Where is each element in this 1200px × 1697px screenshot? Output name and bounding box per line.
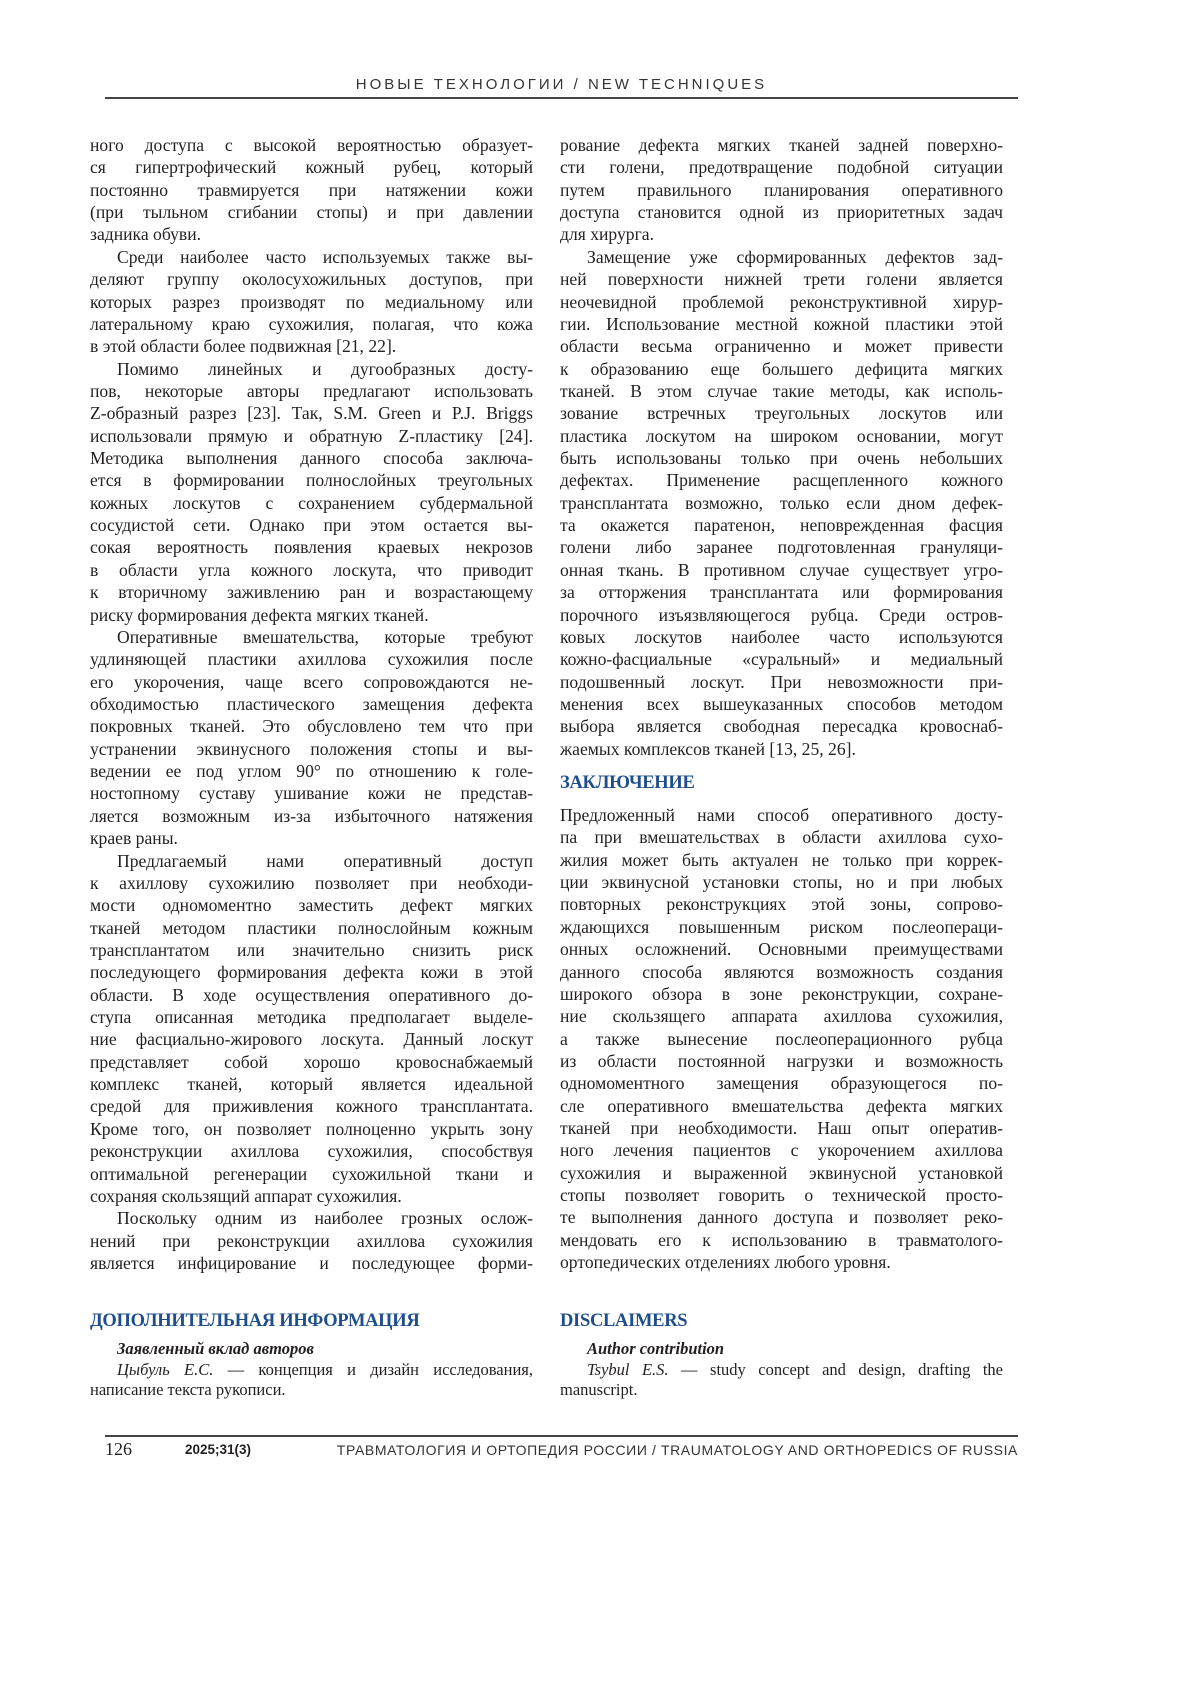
author-name-en: Tsybul E.S.	[587, 1360, 669, 1379]
text-line: жаемых комплексов тканей [13, 25, 26].	[560, 738, 1003, 760]
text-line: дефектах. Применение расщепленного кожного	[560, 469, 1003, 491]
text-line: пластика лоскутом на широком основании, могут	[560, 425, 1003, 447]
text-line: кожных лоскутов с сохранением субдермальной	[90, 492, 533, 514]
text-line: латеральному краю сухожилия, полагая, что кожа	[90, 313, 533, 335]
footer-rule	[105, 1435, 1018, 1437]
text-line: сле оперативного вмешательства дефекта мягких	[560, 1095, 1003, 1117]
text-line: реконструкции ахиллова сухожилия, способствуя	[90, 1140, 533, 1162]
text-line: удлиняющей пластики ахиллова сухожилия после	[90, 648, 533, 670]
text-line: тканей при необходимости. Наш опыт оператив-	[560, 1117, 1003, 1139]
paragraph	[90, 358, 533, 626]
text-line: сухожилия и выраженной эквинусной установкой	[560, 1162, 1003, 1184]
running-header: НОВЫЕ ТЕХНОЛОГИИ / NEW TECHNIQUES	[105, 76, 1018, 93]
text-line: риску формирования дефекта мягких тканей.	[90, 604, 533, 626]
text-line: области весьма ограниченно и может привести	[560, 335, 1003, 357]
text-line: Z-образный разрез [23]. Так, S.M. Green и P.J. Briggs	[90, 402, 533, 424]
text-line: (при тыльном сгибании стопы) и при давлении	[90, 201, 533, 223]
text-line: Методика выполнения данного способа заключа-	[90, 447, 533, 469]
text-line: покровных тканей. Это обусловлено тем что при	[90, 715, 533, 737]
text-line: обходимостью пластического замещения дефекта	[90, 693, 533, 715]
text-line: выбора является свободная пересадка кровоснаб-	[560, 715, 1003, 737]
text-line: па при вмешательствах в области ахиллова сухо-	[560, 826, 1003, 848]
text-line: за отторжения трансплантата или формирования	[560, 581, 1003, 603]
text-line: ждающихся повышенным риском послеопераци-	[560, 916, 1003, 938]
text-line: пов, некоторые авторы предлагают использовать	[90, 380, 533, 402]
paragraph	[560, 246, 1003, 760]
text-line: одномоментного замещения образующегося по-	[560, 1072, 1003, 1094]
text-line: ного лечения пациентов с укорочением ахиллова	[560, 1139, 1003, 1161]
text-line: сокая вероятность появления краевых некрозов	[90, 536, 533, 558]
text-line: рование дефекта мягких тканей задней поверхно-	[560, 134, 1003, 156]
issue-number: 2025;31(3)	[185, 1442, 251, 1457]
paragraph	[90, 626, 533, 850]
text-line: устранении эквинусного положения стопы и вы-	[90, 738, 533, 760]
text-line: в области угла кожного лоскута, что приводит	[90, 559, 533, 581]
text-line: которых разрез производят по медиальному или	[90, 291, 533, 313]
text-line: из области постоянной нагрузки и возможность	[560, 1050, 1003, 1072]
text-line: ется в формировании полнослойных треугольных	[90, 469, 533, 491]
text-line: трансплантата возможно, только если дном дефек-	[560, 492, 1003, 514]
contribution-subheading-en: Author contribution	[560, 1339, 1003, 1360]
text-line: сосудистой сети. Однако при этом остается вы-	[90, 514, 533, 536]
text-line: повторных реконструкциях этой зоны, сопрово-	[560, 893, 1003, 915]
text-line: средой для приживления кожного трансплантата.	[90, 1095, 533, 1117]
right-column	[560, 134, 1003, 760]
text-line: к ахиллову сухожилию позволяет при необходи-	[90, 872, 533, 894]
text-line: постоянно травмируется при натяжении кожи	[90, 179, 533, 201]
contribution-line	[90, 1360, 533, 1381]
text-line: путем правильного планирования оперативного	[560, 179, 1003, 201]
text-line: Кроме того, он позволяет полноценно укрыть зону	[90, 1118, 533, 1140]
text-line: нений при реконструкции ахиллова сухожилия	[90, 1230, 533, 1252]
text-line: представляет собой хорошо кровоснабжаемый	[90, 1051, 533, 1073]
text-line: подошвенный лоскут. При невозможности при-	[560, 671, 1003, 693]
text-line: ковых лоскутов наиболее часто используются	[560, 626, 1003, 648]
text-line: кожно-фасциальные «суральный» и медиальный	[560, 648, 1003, 670]
text-line: мендовать его к использованию в травматолого-	[560, 1229, 1003, 1251]
text-line: ортопедических отделениях любого уровня.	[560, 1251, 1003, 1273]
text-line: данного способа являются возможность создания	[560, 961, 1003, 983]
text-line: ведении ее под углом 90° по отношению к голе-	[90, 760, 533, 782]
contribution-line-2: написание текста рукописи.	[90, 1380, 533, 1401]
text-line: Предлагаемый нами оперативный доступ	[90, 850, 533, 872]
text-line: последующего формирования дефекта кожи в этой	[90, 961, 533, 983]
text-line: является инфицирование и последующее форми-	[90, 1252, 533, 1274]
paragraph	[560, 804, 1003, 1274]
text-line: ся гипертрофический кожный рубец, который	[90, 156, 533, 178]
text-line: менения всех вышеуказанных способов методом	[560, 693, 1003, 715]
text-line: онная ткань. В противном случае существует угро-	[560, 559, 1003, 581]
text-line: ней поверхности нижней трети голени является	[560, 268, 1003, 290]
text-line: жилия может быть актуален не только при коррек-	[560, 849, 1003, 871]
text-line: стопы позволяет говорить о технической просто-	[560, 1184, 1003, 1206]
text-line: быть использованы только при очень небольших	[560, 447, 1003, 469]
text-line: к вторичному заживлению ран и возрастающему	[90, 581, 533, 603]
text-line: оптимальной регенерации сухожильной ткани и	[90, 1163, 533, 1185]
text-line: задника обуви.	[90, 223, 533, 245]
paragraph	[90, 850, 533, 1208]
text-line: тканей. В этом случае такие методы, как исполь-	[560, 380, 1003, 402]
journal-title: ТРАВМАТОЛОГИЯ И ОРТОПЕДИЯ РОССИИ / TRAUMATOLOGY AND ORTHOPEDICS OF RUSSIA	[337, 1442, 1018, 1458]
contribution-text-en: — study concept and design, drafting the	[669, 1360, 1003, 1379]
header-rule	[105, 97, 1018, 99]
text-line: та окажется паратенон, неповрежденная фасция	[560, 514, 1003, 536]
text-line: а также вынесение послеоперационного рубца	[560, 1028, 1003, 1050]
text-line: ции эквинусной установки стопы, но и при любых	[560, 871, 1003, 893]
text-line: Оперативные вмешательства, которые требуют	[90, 626, 533, 648]
text-line: краев раны.	[90, 827, 533, 849]
text-line: для хирурга.	[560, 223, 1003, 245]
paragraph	[90, 246, 533, 358]
disclaimers-heading: DISCLAIMERS	[560, 1311, 687, 1332]
conclusion-heading: ЗАКЛЮЧЕНИЕ	[560, 773, 695, 794]
text-line: сохраняя скользящий аппарат сухожилия.	[90, 1185, 533, 1207]
text-line: Среди наиболее часто используемых также вы-	[90, 246, 533, 268]
paragraph	[90, 134, 533, 246]
text-line: ного доступа с высокой вероятностью образует-	[90, 134, 533, 156]
text-line: ляется возможным из-за избыточного натяжения	[90, 805, 533, 827]
contribution-line-en	[560, 1360, 1003, 1381]
text-line: ступа описанная методика предполагает выделе-	[90, 1006, 533, 1028]
text-line: Помимо линейных и дугообразных досту-	[90, 358, 533, 380]
text-line: комплекс тканей, который является идеальной	[90, 1073, 533, 1095]
author-contribution-ru	[90, 1339, 533, 1401]
page-number: 126	[105, 1439, 132, 1460]
text-line: голени либо заранее подготовленная грануляци-	[560, 536, 1003, 558]
contribution-text: — концепция и дизайн исследования,	[213, 1360, 533, 1379]
text-line: ностопному суставу ушивание кожи не представ-	[90, 782, 533, 804]
text-line: его укорочения, чаще всего сопровождаются не-	[90, 671, 533, 693]
text-line: использовали прямую и обратную Z-пластику [24].	[90, 425, 533, 447]
text-line: ние скользящего аппарата ахиллова сухожилия,	[560, 1005, 1003, 1027]
text-line: зование встречных треугольных лоскутов или	[560, 402, 1003, 424]
text-line: порочного изъязвляющегося рубца. Среди остров-	[560, 604, 1003, 626]
text-line: в этой области более подвижная [21, 22].	[90, 335, 533, 357]
left-column	[90, 134, 533, 1274]
paragraph	[560, 134, 1003, 246]
text-line: области. В ходе осуществления оперативного до-	[90, 984, 533, 1006]
text-line: широкого обзора в зоне реконструкции, сохране-	[560, 983, 1003, 1005]
author-name: Цыбуль Е.С.	[117, 1360, 213, 1379]
text-line: гии. Использование местной кожной пластики этой	[560, 313, 1003, 335]
text-line: те выполнения данного доступа и позволяет реко-	[560, 1206, 1003, 1228]
text-line: тканей методом пластики полнослойным кожным	[90, 917, 533, 939]
additional-info-heading: ДОПОЛНИТЕЛЬНАЯ ИНФОРМАЦИЯ	[90, 1311, 419, 1332]
author-contribution-en	[560, 1339, 1003, 1401]
contribution-line-2-en: manuscript.	[560, 1380, 1003, 1401]
contribution-subheading: Заявленный вклад авторов	[90, 1339, 533, 1360]
paragraph	[90, 1207, 533, 1274]
text-line: доступа становится одной из приоритетных задач	[560, 201, 1003, 223]
text-line: Поскольку одним из наиболее грозных ослож-	[90, 1207, 533, 1229]
text-line: к образованию еще большего дефицита мягких	[560, 358, 1003, 380]
text-line: мости одномоментно заместить дефект мягких	[90, 894, 533, 916]
text-line: Замещение уже сформированных дефектов зад-	[560, 246, 1003, 268]
text-line: сти голени, предотвращение подобной ситуации	[560, 156, 1003, 178]
conclusion-text	[560, 804, 1003, 1274]
text-line: неочевидной проблемой реконструктивной хирур-	[560, 291, 1003, 313]
text-line: Предложенный нами способ оперативного досту-	[560, 804, 1003, 826]
text-line: деляют группу околосухожильных доступов, при	[90, 268, 533, 290]
text-line: ние фасциально-жирового лоскута. Данный лоскут	[90, 1028, 533, 1050]
text-line: трансплантатом или значительно снизить риск	[90, 939, 533, 961]
text-line: онных осложнений. Основными преимуществами	[560, 938, 1003, 960]
